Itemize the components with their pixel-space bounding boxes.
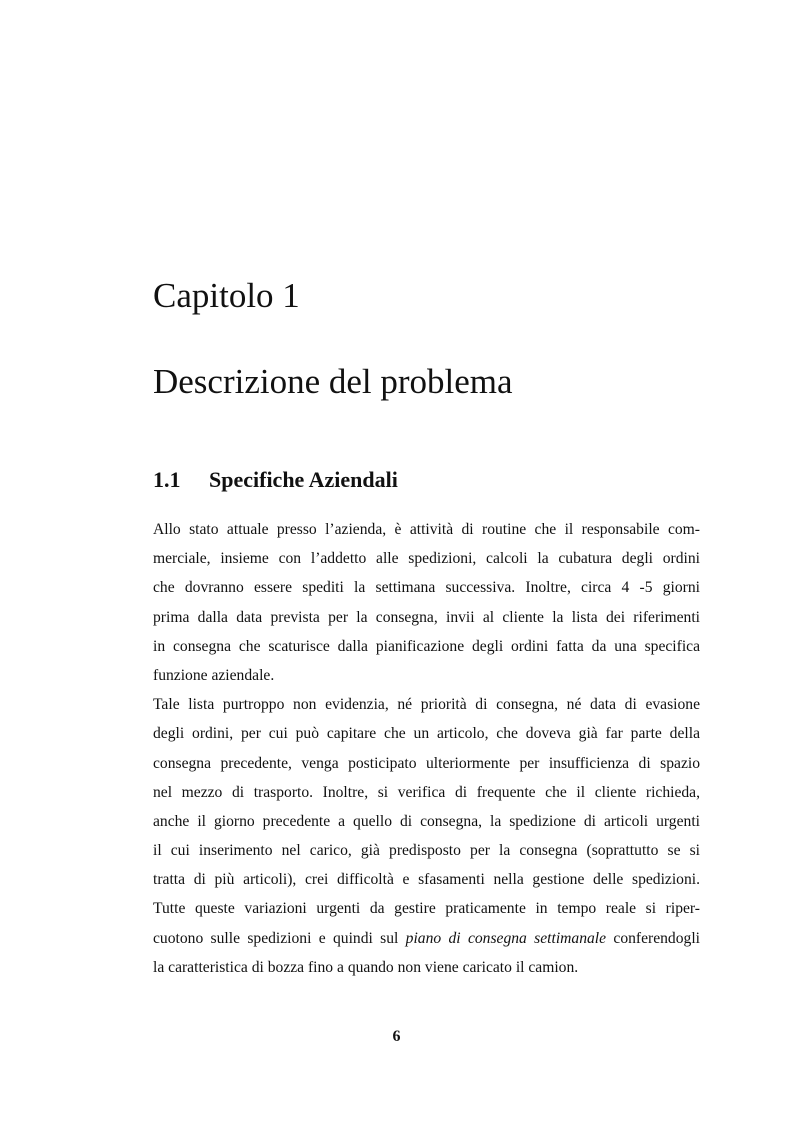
text-line: Tale lista purtroppo non evidenzia, né priorità di consegna, né data di evasione [153, 696, 700, 714]
text-line: tratta di più articoli), crei difficoltà e sfasamenti nella gestione delle spedizioni. [153, 871, 700, 889]
text-line: degli ordini, per cui può capitare che un articolo, che doveva già far parte della [153, 725, 700, 743]
text-line: anche il giorno precedente a quello di consegna, la spedizione di articoli urgenti [153, 812, 700, 830]
text-segment: conferendogli [606, 929, 700, 947]
text-line: consegna precedente, venga posticipato ulteriormente per insufficienza di spazio [153, 754, 700, 772]
chapter-label: Capitolo 1 [153, 276, 300, 315]
text-line: funzione aziendale. [153, 666, 275, 684]
page-number: 6 [392, 1028, 401, 1045]
text-line: il cui inserimento nel carico, già predisposto per la consegna (soprattutto se si [153, 842, 700, 860]
section-heading [153, 466, 398, 494]
section-number: 1.1 [153, 467, 181, 492]
text-line [153, 924, 700, 953]
body-text [153, 515, 700, 982]
text-line: Allo stato attuale presso l’azienda, è attività di routine che il responsabile com- [153, 521, 700, 538]
text-segment: cuotono sulle spedizioni e quindi sul [153, 929, 406, 947]
text-line: Tutte queste variazioni urgenti da gestire praticamente in tempo reale si riper- [153, 900, 700, 918]
text-line: merciale, insieme con l’addetto alle spedizioni, calcoli la cubatura degli ordini [153, 550, 700, 568]
section-title: Specifiche Aziendali [209, 467, 398, 492]
text-line: nel mezzo di trasporto. Inoltre, si verifica di frequente che il cliente richieda, [153, 783, 700, 801]
text-line: la caratteristica di bozza fino a quando non viene caricato il camion. [153, 958, 579, 976]
text-line: in consegna che scaturisce dalla pianificazione degli ordini fatta da una specifica [153, 637, 700, 655]
chapter-title: Descrizione del problema [153, 362, 513, 401]
italic-term: piano di consegna settimanale [405, 929, 607, 947]
text-line: che dovranno essere spediti la settimana successiva. Inoltre, circa 4 -5 giorni [153, 579, 700, 597]
text-line: prima dalla data prevista per la consegna, invii al cliente la lista dei riferimenti [153, 608, 700, 626]
